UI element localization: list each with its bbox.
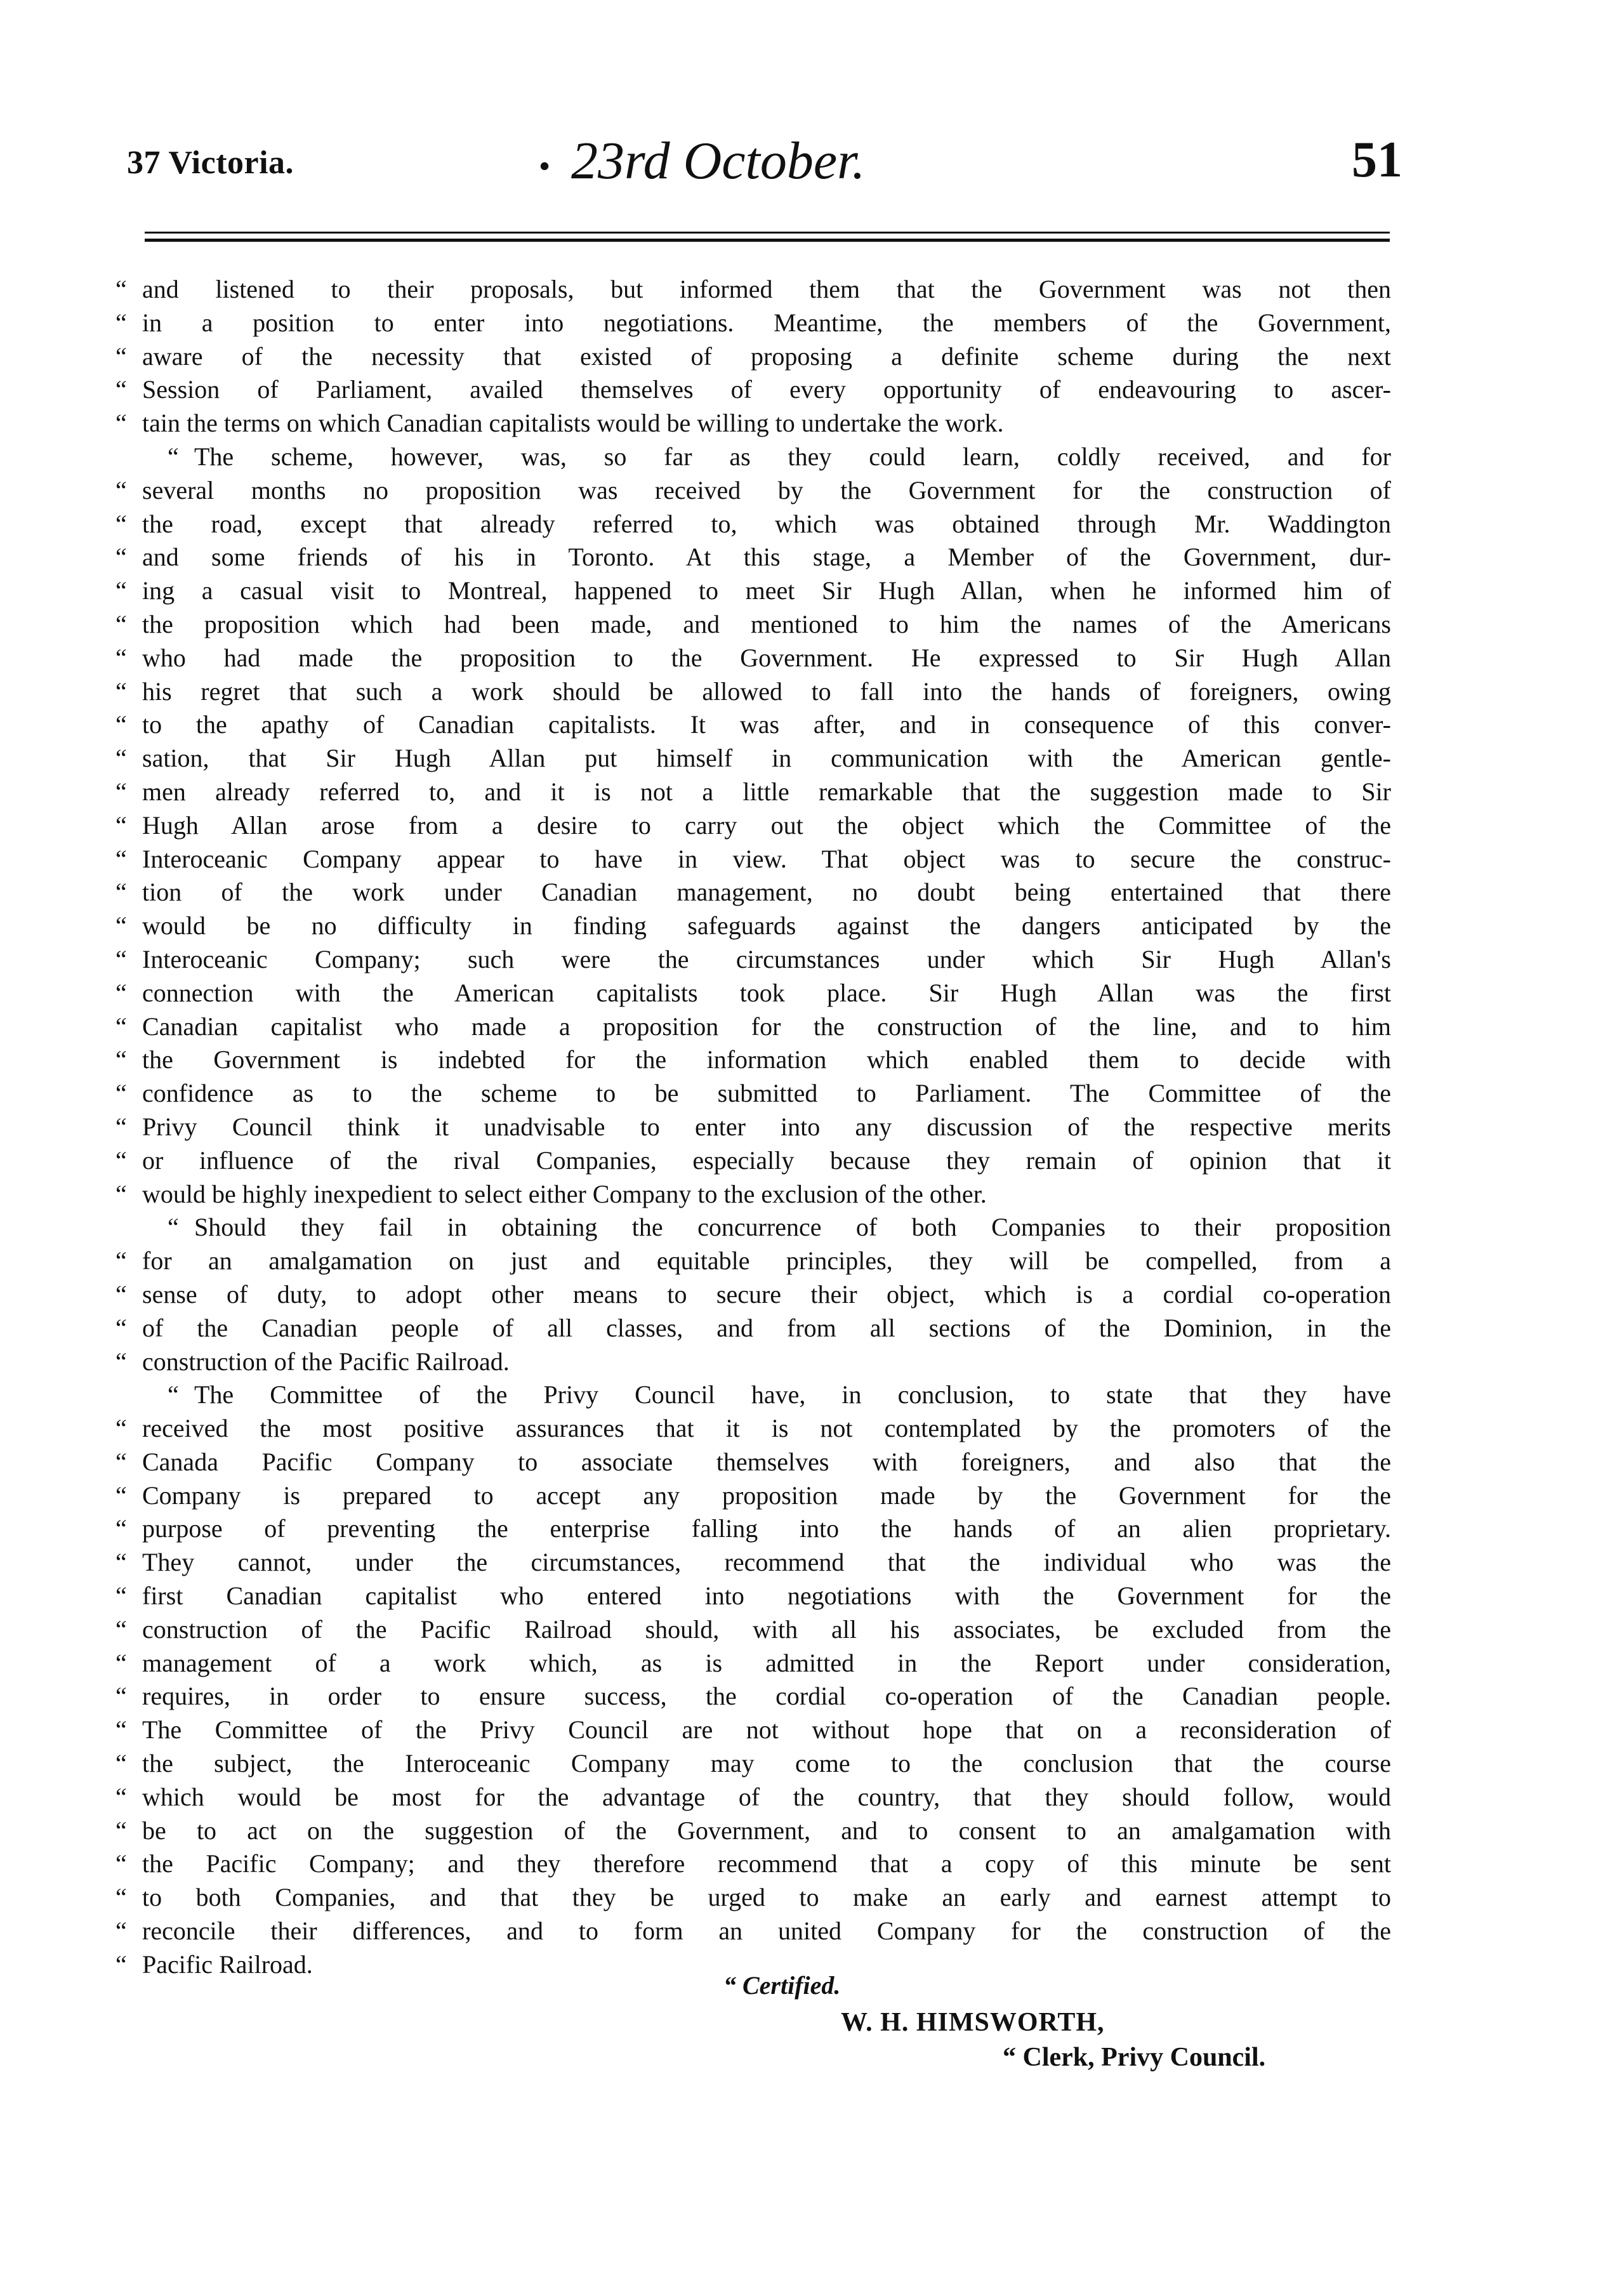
text-line xyxy=(115,1378,1391,1412)
text-line xyxy=(115,373,1391,407)
text-line xyxy=(115,508,1391,541)
text-line xyxy=(115,273,1391,307)
line-text: several months no proposition was received by the Government for the construction of xyxy=(142,475,1391,505)
text-line xyxy=(115,474,1391,508)
quote-mark: “ xyxy=(115,1313,127,1342)
quote-mark: “ xyxy=(115,777,127,806)
text-line xyxy=(115,943,1391,977)
line-text: Canada Pacific Company to associate themselves with foreigners, and also that the xyxy=(142,1447,1391,1476)
quote-mark: “ xyxy=(115,1849,127,1878)
text-line xyxy=(115,1144,1391,1178)
line-text: sense of duty, to adopt other means to secure their object, which is a cordial co-operation xyxy=(142,1279,1391,1309)
line-text: management of a work which, as is admitted in the Report under consideration, xyxy=(142,1648,1391,1677)
text-line xyxy=(115,1512,1391,1546)
text-line xyxy=(115,1043,1391,1077)
quote-mark: “ xyxy=(115,1347,127,1376)
quote-mark: “ xyxy=(168,1380,179,1409)
quote-mark: “ xyxy=(115,844,127,873)
quote-mark: “ xyxy=(115,1648,127,1677)
quote-mark: “ xyxy=(115,275,127,303)
quote-mark: “ xyxy=(115,643,127,672)
line-text: received the most positive assurances that it is not contemplated by the promoters of the xyxy=(142,1414,1391,1443)
line-text: the Pacific Company; and they therefore recommend that a copy of this minute be sent xyxy=(142,1849,1391,1878)
text-line xyxy=(115,1647,1391,1680)
line-text: for an amalgamation on just and equitable principles, they will be compelled, from a xyxy=(142,1246,1391,1276)
line-text: tion of the work under Canadian management, no doubt being entertained that there xyxy=(142,878,1391,907)
line-text: Pacific Railroad. xyxy=(142,1950,313,1979)
line-text: be to act on the suggestion of the Government, and to consent to an amalgamation with xyxy=(142,1816,1391,1845)
line-text: connection with the American capitalists took place. Sir Hugh Allan was the first xyxy=(142,978,1391,1007)
text-line xyxy=(115,1881,1391,1915)
line-text: the proposition which had been made, and mentioned to him the names of the Americans xyxy=(142,609,1391,638)
quote-mark: “ xyxy=(115,978,127,1007)
line-text: the subject, the Interoceanic Company may come to the conclusion that the course xyxy=(142,1749,1391,1778)
text-line xyxy=(115,1244,1391,1278)
line-text: aware of the necessity that existed of proposing a definite scheme during the next xyxy=(142,341,1391,371)
quote-mark: “ xyxy=(115,1145,127,1175)
page-number: 51 xyxy=(1352,132,1402,188)
page-header xyxy=(127,130,1402,206)
text-line xyxy=(115,876,1391,909)
line-text: to both Companies, and that they be urged to make an early and earnest attempt to xyxy=(142,1883,1391,1912)
text-line xyxy=(115,1915,1391,1948)
text-line xyxy=(115,642,1391,675)
line-text: first Canadian capitalist who entered into negotiations with the Government for the xyxy=(142,1581,1391,1611)
line-text: who had made the proposition to the Government. He expressed to Sir Hugh Allan xyxy=(142,643,1391,672)
quote-mark: “ xyxy=(115,1816,127,1845)
quote-mark: “ xyxy=(115,1782,127,1811)
signatory-name: W. H. HIMSWORTH, xyxy=(841,2008,1105,2037)
quote-mark: “ xyxy=(115,1883,127,1912)
certified-label: “ Certified. xyxy=(723,1971,841,2000)
line-text: They cannot, under the circumstances, recommend that the individual who was the xyxy=(142,1548,1391,1577)
text-line xyxy=(115,675,1391,709)
text-line xyxy=(115,1178,1391,1211)
quote-mark: “ xyxy=(115,1682,127,1711)
text-line xyxy=(115,1412,1391,1446)
quote-mark: “ xyxy=(115,1279,127,1309)
header-rule-thin xyxy=(145,232,1390,234)
quote-mark: “ xyxy=(115,878,127,907)
quote-mark: “ xyxy=(115,1548,127,1577)
text-line xyxy=(115,1312,1391,1345)
line-text: of the Canadian people of all classes, and from all sections of the Dominion, in the xyxy=(142,1313,1391,1342)
header-date: 23rd October. xyxy=(571,131,866,190)
quote-mark: “ xyxy=(115,375,127,404)
line-text: and some friends of his in Toronto. At this stage, a Member of the Government, dur- xyxy=(142,543,1391,572)
line-text: the Government is indebted for the information which enabled them to decide with xyxy=(142,1045,1391,1074)
line-text: would be highly inexpedient to select either Company to the exclusion of the other. xyxy=(142,1179,987,1208)
session-label: 37 Victoria. xyxy=(127,145,294,181)
quote-mark: “ xyxy=(115,609,127,638)
line-text: men already referred to, and it is not a little remarkable that the suggestion made to Sir xyxy=(142,777,1391,806)
line-text: sation, that Sir Hugh Allan put himself in communication with the American gentle- xyxy=(142,744,1391,773)
line-text: and listened to their proposals, but informed them that the Government was not then xyxy=(142,275,1391,303)
line-text: Canadian capitalist who made a proposition for the construction of the line, and to him xyxy=(142,1012,1391,1041)
quote-mark: “ xyxy=(115,509,127,538)
text-line xyxy=(115,1446,1391,1479)
line-text: or influence of the rival Companies, especially because they remain of opinion that it xyxy=(142,1145,1391,1175)
line-text: Session of Parliament, availed themselves of every opportunity of endeavouring to ascer- xyxy=(142,375,1391,404)
text-line xyxy=(115,1010,1391,1044)
quote-mark: “ xyxy=(115,1917,127,1946)
text-line xyxy=(115,1847,1391,1881)
line-text: Interoceanic Company appear to have in view. That object was to secure the construc- xyxy=(142,844,1391,873)
quote-mark: “ xyxy=(115,1012,127,1041)
text-line xyxy=(115,1781,1391,1814)
text-line xyxy=(115,340,1391,374)
quote-mark: “ xyxy=(115,409,127,438)
text-line xyxy=(115,1680,1391,1713)
line-text: The Committee of the Privy Council have, in conclusion, to state that they have xyxy=(194,1380,1391,1409)
text-line xyxy=(115,1211,1391,1244)
text-line xyxy=(115,407,1391,440)
text-line xyxy=(115,1713,1391,1747)
quote-mark: “ xyxy=(115,1112,127,1141)
header-bullet: • xyxy=(539,150,550,182)
text-line xyxy=(115,541,1391,574)
quote-mark: “ xyxy=(115,543,127,572)
text-line xyxy=(115,843,1391,876)
line-text: Hugh Allan arose from a desire to carry out the object which the Committee of the xyxy=(142,810,1391,840)
quote-mark: “ xyxy=(115,1414,127,1443)
quote-mark: “ xyxy=(115,576,127,605)
text-line xyxy=(115,440,1391,474)
text-line xyxy=(115,1580,1391,1613)
text-line xyxy=(115,1077,1391,1111)
line-text: Company is prepared to accept any proposition made by the Government for the xyxy=(142,1481,1391,1510)
quote-mark: “ xyxy=(115,1715,127,1745)
line-text: in a position to enter into negotiations. Meantime, the members of the Government, xyxy=(142,308,1391,337)
text-line xyxy=(115,977,1391,1010)
quote-mark: “ xyxy=(115,1614,127,1644)
line-text: construction of the Pacific Railroad. xyxy=(142,1347,510,1376)
line-text: The Committee of the Privy Council are not without hope that on a reconsideration of xyxy=(142,1715,1391,1745)
line-text: the road, except that already referred to, which was obtained through Mr. Waddington xyxy=(142,509,1391,538)
quote-mark: “ xyxy=(115,1179,127,1208)
quote-mark: “ xyxy=(115,1079,127,1108)
quote-mark: “ xyxy=(168,1213,179,1242)
line-text: his regret that such a work should be allowed to fall into the hands of foreigners, owing xyxy=(142,676,1391,706)
quote-mark: “ xyxy=(115,810,127,840)
line-text: Interoceanic Company; such were the circumstances under which Sir Hugh Allan's xyxy=(142,944,1391,973)
quote-mark: “ xyxy=(115,1447,127,1476)
line-text: The scheme, however, was, so far as they could learn, coldly received, and for xyxy=(194,442,1391,471)
text-line xyxy=(115,909,1391,943)
quote-mark: “ xyxy=(115,911,127,940)
quote-mark: “ xyxy=(115,1481,127,1510)
quote-mark: “ xyxy=(115,1246,127,1276)
quote-mark: “ xyxy=(115,1581,127,1611)
text-line xyxy=(115,1814,1391,1848)
signatory-title: “ Clerk, Privy Council. xyxy=(1003,2043,1266,2072)
quote-mark: “ xyxy=(115,341,127,371)
quote-mark: “ xyxy=(115,1514,127,1543)
text-line xyxy=(115,809,1391,843)
quote-mark: “ xyxy=(115,676,127,706)
text-line xyxy=(115,1278,1391,1312)
text-line xyxy=(115,775,1391,809)
line-text: Privy Council think it unadvisable to enter into any discussion of the respective merits xyxy=(142,1112,1391,1141)
quote-mark: “ xyxy=(115,944,127,973)
line-text: purpose of preventing the enterprise falling into the hands of an alien proprietary. xyxy=(142,1514,1391,1543)
body-text xyxy=(115,273,1391,1982)
quote-mark: “ xyxy=(115,1950,127,1979)
text-line xyxy=(115,1546,1391,1580)
header-rule-thick xyxy=(145,239,1390,242)
line-text: requires, in order to ensure success, the cordial co-operation of the Canadian people. xyxy=(142,1682,1391,1711)
quote-mark: “ xyxy=(168,442,179,471)
line-text: reconcile their differences, and to form an united Company for the construction of the xyxy=(142,1917,1391,1946)
text-line xyxy=(115,1747,1391,1781)
line-text: confidence as to the scheme to be submitted to Parliament. The Committee of the xyxy=(142,1079,1391,1108)
quote-mark: “ xyxy=(115,1749,127,1778)
line-text: ing a casual visit to Montreal, happened to meet Sir Hugh Allan, when he informed him of xyxy=(142,576,1391,605)
quote-mark: “ xyxy=(115,744,127,773)
text-line xyxy=(115,574,1391,608)
line-text: Should they fail in obtaining the concurrence of both Companies to their proposition xyxy=(194,1213,1391,1242)
line-text: which would be most for the advantage of the country, that they should follow, would xyxy=(142,1782,1391,1811)
line-text: tain the terms on which Canadian capitalists would be willing to undertake the work. xyxy=(142,409,1004,438)
text-line xyxy=(115,1479,1391,1513)
text-line xyxy=(115,1345,1391,1379)
quote-mark: “ xyxy=(115,308,127,337)
quote-mark: “ xyxy=(115,475,127,505)
text-line xyxy=(115,1111,1391,1144)
quote-mark: “ xyxy=(115,1045,127,1074)
text-line xyxy=(115,307,1391,340)
text-line xyxy=(115,608,1391,642)
line-text: would be no difficulty in finding safeguards against the dangers anticipated by the xyxy=(142,911,1391,940)
line-text: construction of the Pacific Railroad should, with all his associates, be excluded from the xyxy=(142,1614,1391,1644)
line-text: to the apathy of Canadian capitalists. It was after, and in consequence of this conver- xyxy=(142,710,1391,739)
text-line xyxy=(115,708,1391,742)
text-line xyxy=(115,742,1391,775)
quote-mark: “ xyxy=(115,710,127,739)
text-line xyxy=(115,1613,1391,1647)
